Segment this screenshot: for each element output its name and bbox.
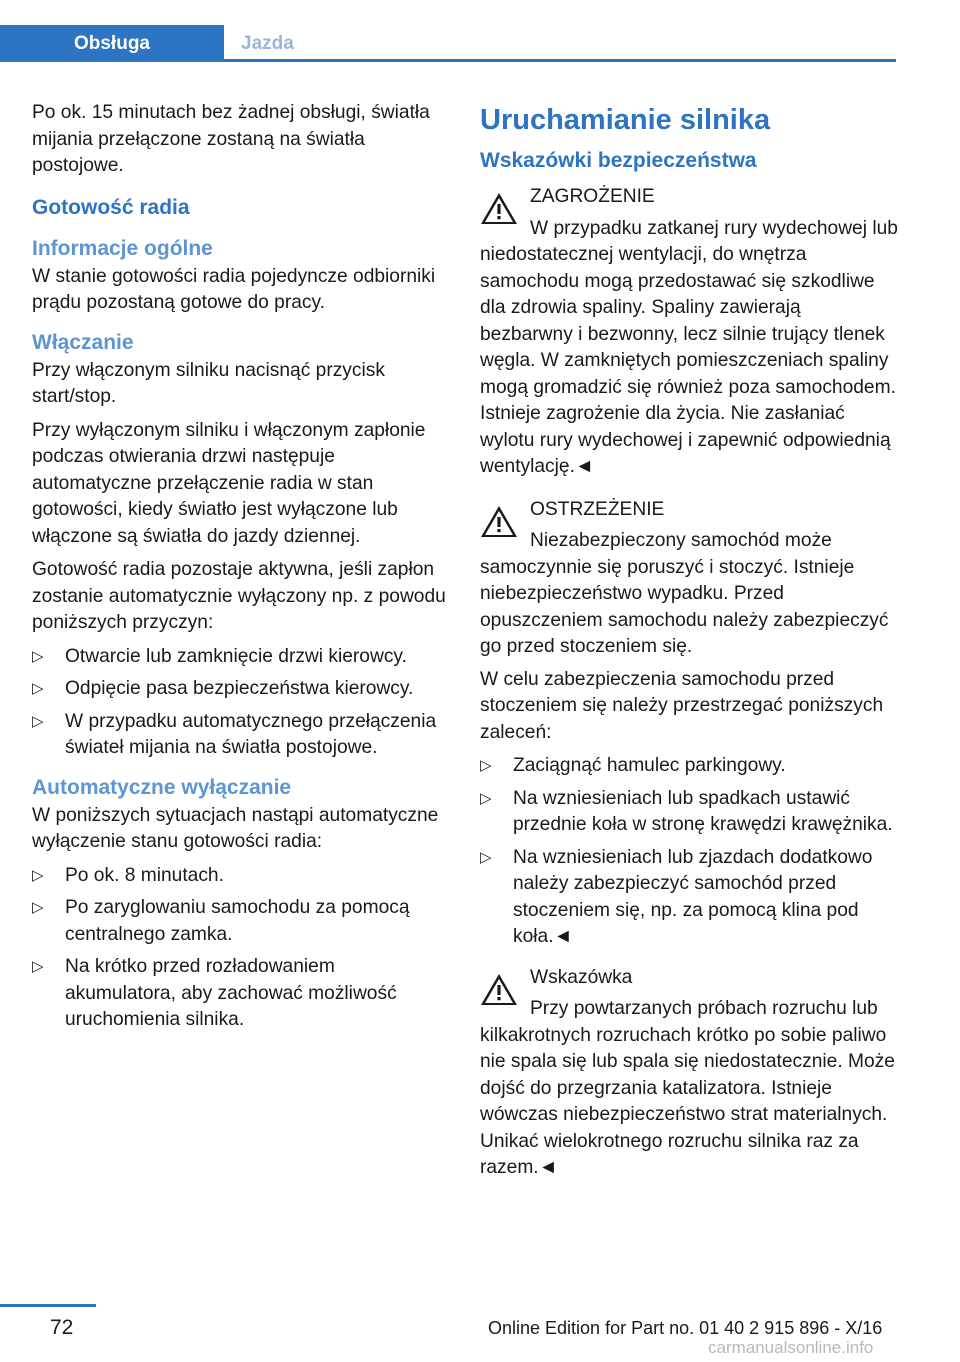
warning-triangle-icon	[480, 192, 518, 225]
triangle-right-icon: ▷	[32, 958, 44, 975]
on-paragraph-2: Przy wyłączonym silniku i włączonym zapłonie podczas otwierania drzwi następuje automatyczne przełączenie radia w stan gotowości, kiedy światło jest wyłączone lub włączone są światła do jazdy dziennej.	[32, 419, 426, 547]
auto-paragraph: W poniższych sytuacjach nastąpi automatyczne wyłączenie stanu gotowości radia:	[32, 804, 439, 852]
warning-triangle-icon	[480, 973, 518, 1006]
subheading-on: Włączanie	[32, 330, 134, 354]
list-item: ▷ Na wzniesieniach lub spadkach ustawić przednie koła w stronę krawędzi krawężnika.	[480, 787, 893, 835]
list-item: ▷ Po ok. 8 minutach.	[32, 863, 450, 890]
warning-label: ZAGROŻENIE	[530, 186, 655, 207]
warning-note	[480, 965, 898, 1182]
park-list	[480, 753, 898, 951]
edition-note: Online Edition for Part no. 01 40 2 915 896 - X/16	[488, 1318, 883, 1338]
triangle-right-icon: ▷	[32, 866, 44, 884]
list-item: ▷ Po zaryglowaniu samochodu za pomocą centralnego zamka.	[32, 897, 410, 945]
subheading-info: Informacje ogólne	[32, 236, 213, 260]
on-list	[32, 644, 450, 762]
list-item: ▷ Na wzniesieniach lub zjazdach dodatkowo należy zabezpieczyć samochód przed stoczeniem się, np. za pomocą klina pod koła.◄	[480, 846, 873, 947]
warning-text: W przypadku zatkanej rury wydechowej lub niedostatecznej wentylacji, do wnętrza samochodu mogą przedostawać się szkodliwe dla zdrowia spaliny. Spaliny zawierają bezbarwny i bezwonny, lecz silnie trujący tlenek węgla. W zamkniętych pomieszczeniach spaliny mogą gromadzić się również poza samochodem. Istnieje zagrożenie dla życia. Nie zasłaniać wylotu rury wydechowej i zapewnić odpowiednią wentylację.◄	[480, 217, 898, 477]
intro-paragraph: Po ok. 15 minutach bez żadnej obsługi, światła mijania przełączone zostaną na światła postojowe.	[32, 102, 430, 176]
on-paragraph-1: Przy włączonym silniku nacisnąć przycisk start/stop.	[32, 359, 385, 407]
triangle-right-icon: ▷	[480, 848, 492, 866]
warning-label: Wskazówka	[530, 966, 633, 988]
warning-text: Przy powtarzanych próbach rozruchu lub kilkakrotnych rozruchach krótko po sobie paliwo nie spala się lub spala się niedostatecznie. Może dojść do przegrzania katalizatora. Istnieje wówczas niebezpieczeństwo strat materialnych. Unikać wielokrotnego rozruchu silnika raz za razem.◄	[480, 998, 895, 1178]
warning-text: Niezabezpieczony samochód może samoczynnie się poruszyć i stoczyć. Istnieje niebezpieczeństwo wypadku. Przed opuszczeniem samochodu należy zabezpieczyć go przed stoczeniem się.	[480, 530, 889, 657]
left-column	[32, 100, 450, 1040]
list-item: ▷ Zaciągnąć hamulec parkingowy.	[480, 753, 898, 780]
triangle-right-icon: ▷	[32, 899, 44, 916]
header-tabs	[0, 25, 294, 62]
auto-list	[32, 863, 450, 1034]
right-column	[480, 100, 898, 1188]
footer-rule	[0, 1304, 96, 1307]
info-paragraph: W stanie gotowości radia pojedyncze odbiorniki prądu pozostaną gotowe do pracy.	[32, 265, 436, 313]
park-paragraph: W celu zabezpieczenia samochodu przed stoczeniem się należy przestrzegać poniższych zaleceń:	[480, 668, 884, 743]
subheading-auto: Automatyczne wyłączanie	[32, 775, 292, 799]
section-heading-radio: Gotowość radia	[32, 195, 190, 219]
list-item: ▷ Odpięcie pasa bezpieczeństwa kierowcy.	[32, 676, 450, 703]
triangle-right-icon: ▷	[480, 789, 492, 807]
triangle-right-icon: ▷	[32, 712, 44, 730]
on-paragraph-3: Gotowość radia pozostaje aktywna, jeśli zapłon zostanie automatycznie wyłączony np. z powodu poniższych przyczyn:	[32, 559, 446, 633]
warning-triangle-icon	[480, 505, 518, 538]
list-item: ▷ Otwarcie lub zamknięcie drzwi kierowcy.	[32, 644, 450, 671]
section-heading-safety: Wskazówki bezpieczeństwa	[480, 149, 757, 172]
list-item: ▷ Na krótko przed rozładowaniem akumulatora, aby zachować możliwość uruchomienia silnika.	[32, 956, 397, 1030]
tab-obsluga[interactable]: Obsługa	[0, 25, 224, 62]
warning-danger	[480, 184, 898, 481]
header-rule	[0, 59, 896, 62]
triangle-right-icon: ▷	[32, 680, 44, 697]
page-title: Uruchamianie silnika	[480, 104, 771, 136]
watermark: carmanualsonline.info	[708, 1338, 874, 1357]
list-item: ▷ W przypadku automatycznego przełączenia świateł mijania na światła postojowe.	[32, 710, 437, 758]
warning-label: OSTRZEŻENIE	[530, 498, 665, 520]
triangle-right-icon: ▷	[480, 757, 492, 774]
warning-caution	[480, 497, 898, 661]
page-number: 72	[50, 1316, 74, 1339]
tab-jazda[interactable]: Jazda	[241, 32, 294, 54]
triangle-right-icon: ▷	[32, 647, 44, 665]
